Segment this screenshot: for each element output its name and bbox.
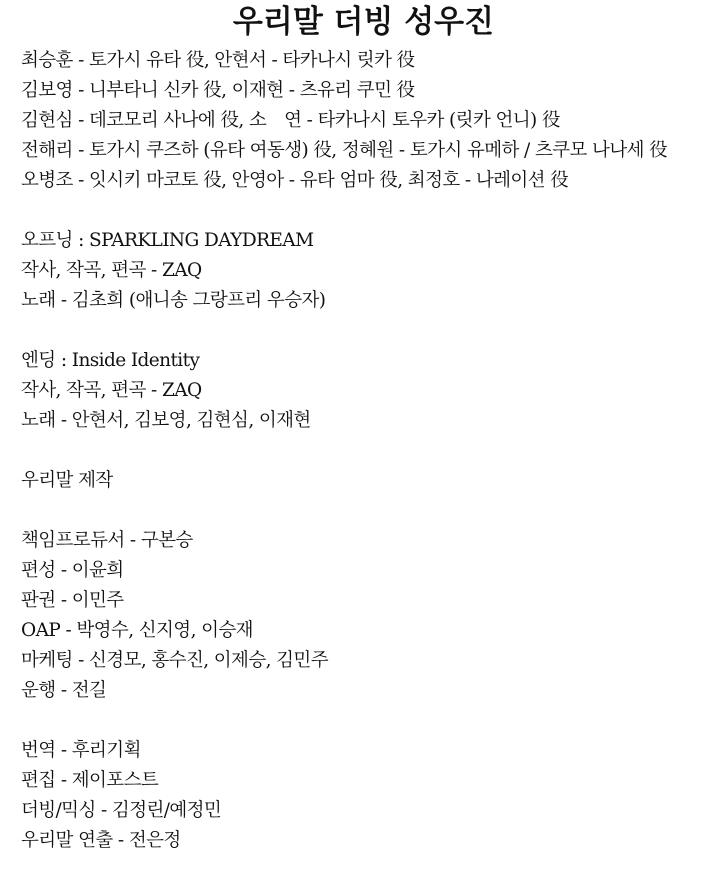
staff-line-translation: 번역 - 후리기획 <box>21 740 141 761</box>
staff-line-programming: 편성 - 이윤희 <box>21 560 124 581</box>
credit-line-cast-1: 최승훈 - 토가시 유타 役, 안현서 - 타카나시 릿카 役 <box>21 50 415 71</box>
blank-line <box>21 496 727 526</box>
staff-line-producer: 책임프로듀서 - 구본승 <box>21 530 193 551</box>
credits-list <box>21 46 727 856</box>
production-heading: 우리말 제작 <box>21 470 113 491</box>
blank-line <box>21 196 727 226</box>
credit-line-cast-5: 오병조 - 잇시키 마코토 役, 안영아 - 유타 엄마 役, 최정호 - 나레이션 役 <box>21 170 569 191</box>
blank-line <box>21 436 727 466</box>
staff-line-editing: 편집 - 제이포스트 <box>21 770 159 791</box>
credit-line-cast-3: 김현심 - 데코모리 사나에 役, 소 연 - 타카나시 토우카 (릿카 언니) 役 <box>21 110 560 131</box>
staff-line-marketing: 마케팅 - 신경모, 홍수진, 이제승, 김민주 <box>21 650 328 671</box>
opening-writers-line: 작사, 작곡, 편곡 - ZAQ <box>21 260 202 281</box>
staff-line-director: 우리말 연출 - 전은정 <box>21 830 181 851</box>
credit-line-cast-2: 김보영 - 니부타니 신카 役, 이재현 - 츠유리 쿠민 役 <box>21 80 415 101</box>
staff-line-operation: 운행 - 전길 <box>21 680 107 701</box>
ending-song-line: 엔딩 : Inside Identity <box>21 350 200 371</box>
staff-line-oap: OAP - 박영수, 신지영, 이승재 <box>21 620 253 641</box>
blank-line <box>21 316 727 346</box>
opening-singer-line: 노래 - 김초희 (애니송 그랑프리 우승자) <box>21 290 326 311</box>
ending-writers-line: 작사, 작곡, 편곡 - ZAQ <box>21 380 202 401</box>
opening-song-line: 오프닝 : SPARKLING DAYDREAM <box>21 230 314 251</box>
page-title: 우리말 더빙 성우진 <box>232 4 495 40</box>
staff-line-dubbing-mixing: 더빙/믹싱 - 김정린/예정민 <box>21 800 222 821</box>
blank-line <box>21 706 727 736</box>
ending-singers-line: 노래 - 안현서, 김보영, 김현심, 이재현 <box>21 410 311 431</box>
credit-line-cast-4: 전해리 - 토가시 쿠즈하 (유타 여동생) 役, 정혜원 - 토가시 유메하 / 츠쿠모 나나세 役 <box>21 140 668 161</box>
staff-line-rights: 판권 - 이민주 <box>21 590 124 611</box>
